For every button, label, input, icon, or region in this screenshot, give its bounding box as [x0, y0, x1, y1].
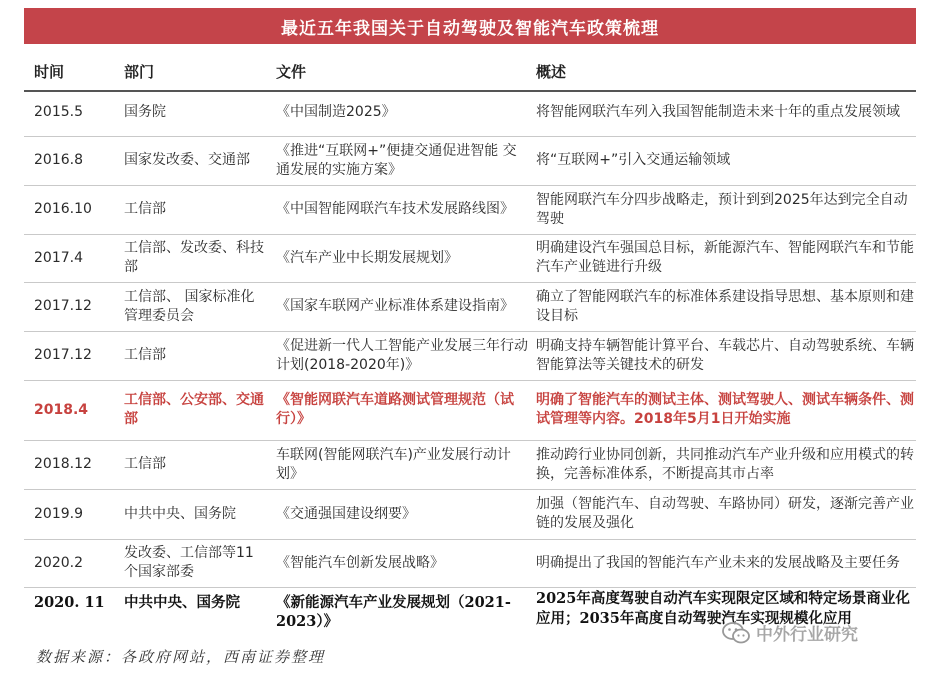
cell-time: 2016.10	[34, 201, 92, 217]
cell-time: 2020.2	[34, 554, 83, 571]
cell-dept: 中共中央、国务院	[124, 594, 240, 611]
cell-summary: 明确支持车辆智能计算平台、车载芯片、自动驾驶系统、车辆智能算法等关键技术的研发	[536, 337, 914, 373]
cell-dept: 发改委、工信部等11个国家部委	[124, 545, 254, 580]
cell-time: 2018.12	[34, 456, 92, 472]
cell-summary: 确立了智能网联汽车的标准体系建设指导思想、基本原则和建设目标	[536, 288, 914, 324]
header-file: 文件	[276, 63, 307, 81]
cell-time: 2020. 11	[34, 594, 105, 611]
table-row	[24, 282, 916, 332]
header-time: 时间	[34, 63, 65, 81]
cell-summary: 明确提出了我国的智能汽车产业未来的发展战略及主要任务	[536, 554, 900, 571]
cell-dept: 工信部、 国家标准化管理委员会	[124, 288, 255, 324]
watermark	[722, 620, 858, 645]
cell-dept: 国务院	[124, 103, 166, 120]
table-row	[24, 136, 916, 186]
cell-file: 《国家车联网产业标准体系建设指南》	[276, 298, 514, 314]
cell-summary: 明确了智能汽车的测试主体、测试驾驶人、测试车辆条件、测试管理等内容。2018年5月1日开始实施	[536, 392, 914, 427]
cell-file: 《中国制造2025》	[276, 103, 396, 120]
cell-dept: 工信部、公安部、交通部	[124, 392, 264, 427]
table-title: 最近五年我国关于自动驾驶及智能汽车政策梳理	[24, 8, 916, 44]
cell-file: 《促进新一代人工智能产业发展三年行动计划(2018-2020年)》	[276, 337, 528, 373]
cell-file: 《交通强国建设纲要》	[276, 505, 416, 522]
cell-dept: 工信部	[124, 456, 166, 472]
cell-file: 《汽车产业中长期发展规划》	[276, 249, 458, 266]
cell-time: 2017.12	[34, 298, 92, 314]
cell-dept: 国家发改委、交通部	[124, 152, 250, 168]
cell-dept: 工信部	[124, 201, 166, 217]
table-row	[24, 185, 916, 235]
cell-summary: 智能网联汽车分四步战略走，预计到到2025年达到完全自动驾驶	[536, 191, 908, 227]
cell-time: 2015.5	[34, 103, 83, 120]
cell-summary: 2025年高度驾驶自动汽车实现限定区域和特定场景商业化应用；2035年高度自动驾驶汽车实现规模化应用	[536, 590, 910, 627]
table-row	[24, 234, 916, 283]
table-row	[24, 489, 916, 540]
table-header	[24, 50, 916, 92]
data-source-note: 数据来源：各政府网站，西南证券整理	[36, 648, 326, 666]
cell-summary: 明确建设汽车强国总目标，新能源汽车、智能网联汽车和节能汽车产业链进行升级	[536, 240, 914, 275]
cell-summary: 加强（智能汽车、自动驾驶、车路协同）研发，逐渐完善产业链的发展及强化	[536, 496, 914, 531]
cell-time: 2019.9	[34, 505, 83, 522]
table-row	[24, 539, 916, 588]
table-row	[24, 331, 916, 381]
cell-summary: 将智能网联汽车列入我国智能制造未来十年的重点发展领域	[536, 103, 900, 120]
cell-dept: 工信部、发改委、科技部	[124, 240, 264, 275]
table-row	[24, 440, 916, 490]
cell-summary: 推动跨行业协同创新，共同推动汽车产业升级和应用模式的转换，完善标准体系，不断提高其市占率	[536, 446, 914, 482]
cell-file: 《新能源汽车产业发展规划（2021-2023）》	[276, 594, 511, 630]
cell-time: 2018.4	[34, 401, 89, 418]
cell-file: 《推进“互联网+”便捷交通促进智能 交通发展的实施方案》	[276, 142, 517, 178]
cell-dept: 工信部	[124, 347, 166, 363]
cell-file: 《智能网联汽车道路测试管理规范（试行）》	[276, 392, 514, 427]
cell-file: 《中国智能网联汽车技术发展路线图》	[276, 201, 514, 217]
cell-time: 2016.8	[34, 152, 83, 168]
cell-time: 2017.12	[34, 347, 92, 363]
table-row-highlighted	[24, 380, 916, 441]
header-dept: 部门	[124, 63, 155, 81]
cell-file: 《智能汽车创新发展战略》	[276, 554, 444, 571]
table-row	[24, 88, 916, 137]
cell-time: 2017.4	[34, 249, 83, 266]
cell-file: 车联网(智能网联汽车)产业发展行动计划》	[276, 446, 511, 482]
watermark-text: 中外行业研究	[756, 625, 858, 645]
cell-summary: 将“互联网+”引入交通运输领域	[536, 152, 731, 168]
wechat-icon	[722, 622, 750, 644]
header-summary: 概述	[536, 63, 567, 81]
cell-dept: 中共中央、国务院	[124, 505, 236, 522]
